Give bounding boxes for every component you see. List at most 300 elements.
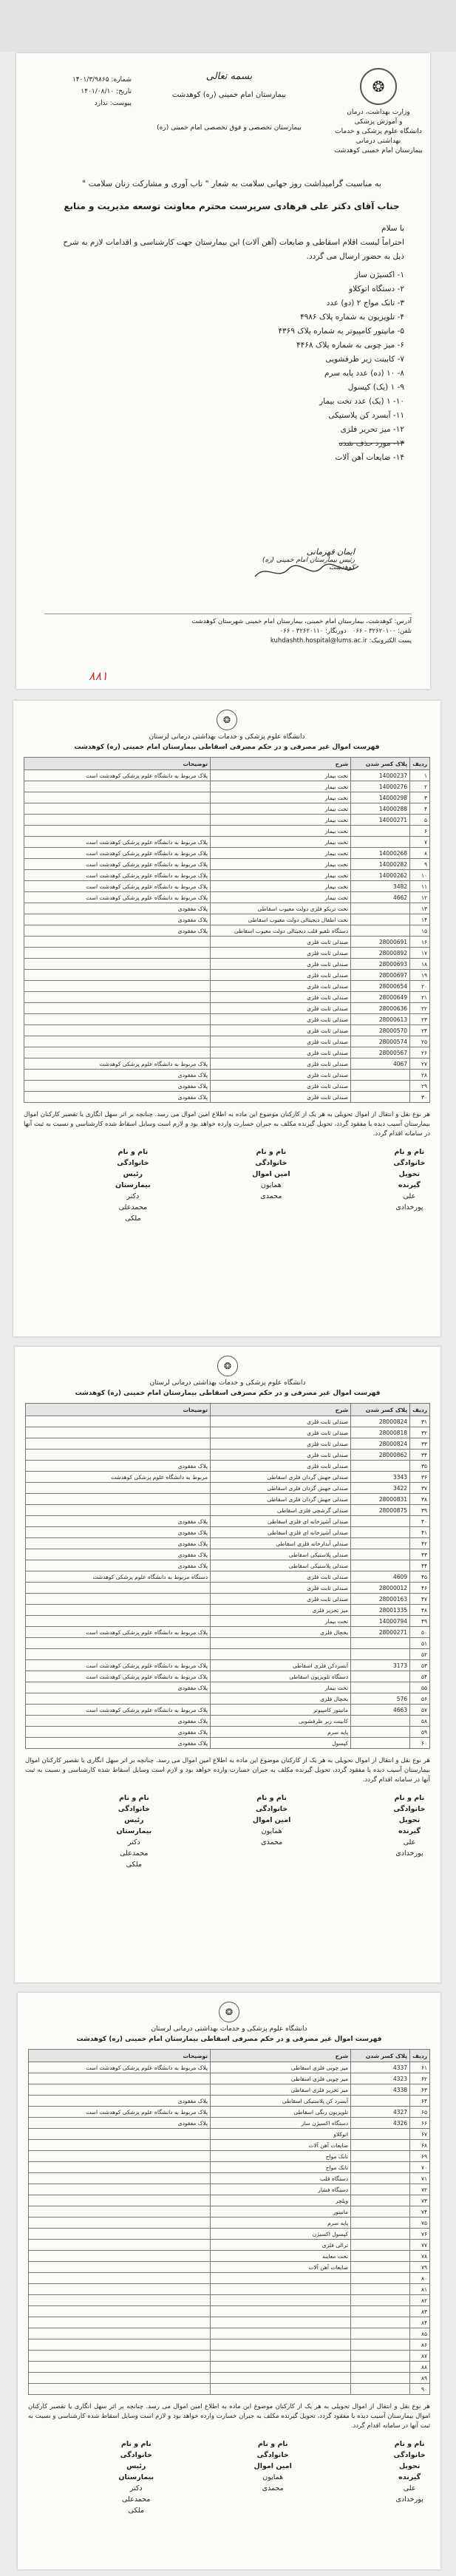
table-row	[26, 1472, 430, 1483]
cell-row: ۳۳	[410, 1438, 430, 1450]
cell-row: ۸۳	[410, 2306, 430, 2317]
cell-row: ۶۱	[410, 2062, 430, 2073]
table-row	[24, 892, 430, 903]
cell-notes: پلاک مفقودی	[26, 1738, 211, 1749]
cell-notes	[26, 1505, 211, 1516]
address: آدرس: کوهدشت، بیمارستان امام خمینی، بیمارستان امام خمینی شهرستان کوهدشت	[191, 618, 412, 625]
cell-notes	[29, 2218, 211, 2229]
cell-desc: مانیتور کامپیوتر	[211, 1705, 351, 1716]
cell-desc: صندلی ثابت فلزی	[211, 1047, 351, 1058]
cell-plate	[351, 2184, 410, 2195]
cell-desc: تخت بیمار	[211, 826, 351, 837]
list-item: ۹- ۱ (یک) کپسول	[347, 383, 404, 392]
cell-plate	[351, 2195, 410, 2206]
cell-desc	[211, 2295, 351, 2306]
cell-desc	[211, 1649, 351, 1660]
list-item: ۱- اکسیژن ساز	[354, 271, 404, 279]
cell-plate: 28000824	[351, 1438, 410, 1450]
cell-notes	[26, 1438, 211, 1450]
cell-notes: پلاک مفقودی	[26, 1716, 211, 1727]
list-item: ۸- ۱۰ (ده) عدد پایه سرم	[324, 369, 404, 378]
cell-notes	[29, 2317, 211, 2328]
org-line-1: وزارت بهداشت، درمان	[347, 109, 410, 116]
table-row	[24, 770, 430, 781]
col-notes: توضیحات	[24, 758, 211, 770]
cell-row: ۱	[410, 770, 430, 781]
cell-row: ۳۱	[410, 1416, 430, 1427]
cell-notes: پلاک مفقودی	[26, 1549, 211, 1560]
list-item: ۱۲- میز تحریر فلزی	[340, 425, 404, 434]
cell-desc: ترالی فلزی	[211, 2240, 351, 2251]
cell-plate	[351, 1070, 410, 1081]
table-row	[29, 2118, 430, 2129]
cell-row: ۸۵	[410, 2328, 430, 2339]
cell-row: ۴	[410, 803, 430, 815]
col-notes: توضیحات	[29, 2050, 211, 2062]
cell-plate: 14000282	[351, 859, 410, 870]
cell-notes: پلاک مفقودی	[26, 1516, 211, 1527]
cell-desc: صندلی آشپزخانه ای فلزی اسقاطی	[211, 1527, 351, 1538]
cell-desc: دستگاه تلفیو قلب دیجیتالی دولت معیوب اسقاطی	[211, 925, 351, 937]
signer-name: ایمان قهرمانی	[306, 547, 355, 557]
cell-notes: پلاک مربوط به دانشگاه علوم پزشکی کوهدشت است	[26, 1660, 211, 1671]
cell-notes	[29, 2306, 211, 2317]
cell-row: ۲۲	[410, 1003, 430, 1014]
cell-plate	[351, 1092, 410, 1103]
asset-table-1	[24, 757, 430, 1103]
cell-row: ۵۲	[410, 1649, 430, 1660]
cell-row: ۲۷	[410, 1058, 430, 1070]
cell-row: ۱۱	[410, 881, 430, 892]
cell-desc: مانیتور	[211, 2206, 351, 2218]
cell-plate	[351, 2384, 410, 2395]
cell-plate: 28000693	[351, 959, 410, 970]
cell-desc: صندلی ثابت فلزی	[211, 1450, 351, 1461]
table-row	[26, 1594, 430, 1605]
cell-plate: 14000268	[351, 848, 410, 859]
cell-desc: دستگاه تلویزیون اسقاطی	[211, 1671, 351, 1682]
table-row	[29, 2240, 430, 2251]
cell-desc: صندلی ثابت فلزی	[211, 1025, 351, 1036]
table-note: هر نوع نقل و انتقال از اموال تحویلی به هر یک از کارکنان موضوع این ماده به اطلاع امین اموال می رسد. چنانچه بر اثر سهل انگاری یا تقصیر کارکنان اموال بیمارستان آسیب دیده یا مفقود گردد، تحویل گیرنده مکلف به جبران خسارت وارده خواهد بود و لازم است وسایل اسقاط شده کارشناسی و نسبت به ثبت آنها در سامانه اقدام گردد.	[25, 1757, 430, 1784]
cell-plate: 3173	[351, 1660, 410, 1671]
cell-notes	[24, 815, 211, 826]
table-row	[24, 1092, 430, 1103]
cell-plate	[351, 2151, 410, 2162]
head-label: نام و نام خانوادگی رئیس بیمارستان	[116, 1794, 152, 1835]
cell-desc: صندلی ثابت فلزی	[211, 1427, 351, 1438]
cell-row: ۳۰	[410, 1092, 430, 1103]
cell-desc: کابینت زیر ظرفشویی	[211, 1716, 351, 1727]
hospital-subtitle: بیمارستان تخصصی و فوق تخصصی امام خمینی (ره)	[157, 124, 302, 132]
cell-plate: 4662	[351, 892, 410, 903]
table-row	[24, 1070, 430, 1081]
cell-plate: 28000574	[351, 1036, 410, 1047]
cell-desc	[211, 2373, 351, 2384]
table-row	[26, 1583, 430, 1594]
cell-notes: پلاک مفقودی	[26, 1538, 211, 1549]
cell-plate	[351, 2096, 410, 2107]
cell-row: ۴۱	[410, 1527, 430, 1538]
cell-notes	[29, 2084, 211, 2096]
head-name: دکتر محمدعلی ملکی	[120, 1838, 149, 1869]
cell-row: ۷۴	[410, 2206, 430, 2218]
cell-desc: کپسول اکسیژن	[211, 2229, 351, 2240]
cell-plate	[351, 2162, 410, 2173]
cell-row: ۴۸	[410, 1605, 430, 1616]
cell-notes	[24, 1036, 211, 1047]
cell-plate	[351, 1738, 410, 1749]
table-title: فهرست اموال غیر مصرفی و در حکم مصرفی اسقاطی بیمارستان امام خمینی (ره) کوهدشت	[76, 2036, 382, 2043]
cell-desc: تخت بیمار	[211, 803, 351, 815]
cell-plate	[351, 2351, 410, 2362]
cell-plate: 576	[351, 1693, 410, 1705]
table-row	[24, 792, 430, 803]
table-row	[24, 903, 430, 914]
list-item: ۳- تانک مواج ۲ (دو) عدد	[326, 299, 404, 307]
cell-notes: پلاک مفقودی	[26, 1727, 211, 1738]
cell-desc: تخت معاینه	[211, 2251, 351, 2262]
receiver-label: نام و نام خانوادگی تحویل گیرنده	[393, 1148, 426, 1189]
table-row	[24, 1058, 430, 1070]
cell-desc: تخت تریکو فلزی دولت معیوب اسقاطی	[211, 903, 351, 914]
list-item: ۱۴- ضایعات آهن آلات	[335, 453, 404, 462]
table-row	[24, 959, 430, 970]
cell-row: ۱۵	[410, 925, 430, 937]
table-row	[29, 2151, 430, 2162]
cell-row: ۷۹	[410, 2262, 430, 2273]
cell-notes	[24, 992, 211, 1003]
cell-desc	[211, 2317, 351, 2328]
cell-row: ۴۰	[410, 1516, 430, 1527]
list-item: ۲- دستگاه اتوکلاو	[349, 285, 404, 293]
attach-label: پیوست:	[109, 100, 132, 107]
cell-row: ۳۴	[410, 1450, 430, 1461]
table-row	[29, 2384, 430, 2395]
cell-row: ۶۹	[410, 2151, 430, 2162]
cell-desc: صندلی ثابت فلزی	[211, 1036, 351, 1047]
table-org: دانشگاه علوم پزشکی و خدمات بهداشتی درمانی لرستان	[151, 2025, 307, 2033]
cell-row: ۷۱	[410, 2173, 430, 2184]
cell-plate: 28000818	[351, 1427, 410, 1438]
table-row	[24, 826, 430, 837]
cell-desc: صندلی ثابت فلزی	[211, 1058, 351, 1070]
asset-table-2	[25, 1403, 430, 1749]
cell-desc	[211, 2273, 351, 2284]
cell-row: ۵۶	[410, 1693, 430, 1705]
cell-notes	[29, 2162, 211, 2173]
cell-notes	[29, 2184, 211, 2195]
cell-desc: آبسرد کن پلاستیکی اسقاطی	[211, 2096, 351, 2107]
cell-notes: پلاک مفقودی	[24, 1092, 211, 1103]
table-row	[24, 981, 430, 992]
cell-notes	[24, 1025, 211, 1036]
cell-plate	[351, 2240, 410, 2251]
cell-notes: پلاک مفقودی	[29, 2096, 211, 2107]
table-row	[26, 1450, 430, 1461]
cell-desc: صندلی ثابت فلزی	[211, 1461, 351, 1472]
table-row	[24, 848, 430, 859]
cell-plate	[351, 1538, 410, 1549]
cell-plate	[351, 1516, 410, 1527]
cell-desc: تخت اطفال دیجیتالی دولت معیوب اسقاطی	[211, 914, 351, 925]
property-label: نام و نام خانوادگی امین اموال	[252, 1794, 291, 1824]
cell-desc: صندلی پلاستیکی اسقاطی	[211, 1549, 351, 1560]
cell-desc: صندلی ثابت فلزی	[211, 1583, 351, 1594]
cell-plate	[351, 1671, 410, 1682]
cell-notes	[29, 2384, 211, 2395]
cell-plate	[351, 2362, 410, 2373]
cell-notes	[29, 2206, 211, 2218]
cell-notes: پلاک مفقودی	[26, 1527, 211, 1538]
letter-body	[59, 222, 404, 465]
table-row	[24, 837, 430, 848]
cell-row: ۸	[410, 848, 430, 859]
org-line-3: دانشگاه علوم پزشکی و خدمات	[335, 128, 422, 135]
cell-desc: تخت بیمار	[211, 859, 351, 870]
cell-notes	[29, 2229, 211, 2240]
head-label: نام و نام خانوادگی رئیس بیمارستان	[115, 1148, 151, 1189]
cell-notes: پلاک مربوط به دانشگاه علوم پزشکی کوهدشت است	[29, 2107, 211, 2118]
table-row	[26, 1461, 430, 1472]
cell-plate: 14000276	[351, 781, 410, 792]
cell-notes: پلاک مربوط به دانشگاه علوم پزشکی کوهدشت است	[24, 848, 211, 859]
receiver-name: علی پورخدادی	[395, 2484, 423, 2504]
cell-row: ۱۸	[410, 959, 430, 970]
cell-row: ۷۲	[410, 2184, 430, 2195]
cell-notes	[29, 2195, 211, 2206]
table-row	[29, 2206, 430, 2218]
cell-desc: تخت بیمار	[211, 837, 351, 848]
cell-desc	[211, 1638, 351, 1649]
table-row	[24, 803, 430, 815]
table-row	[26, 1494, 430, 1505]
cell-row: ۱۴	[410, 914, 430, 925]
date-label: تاریخ:	[116, 88, 132, 95]
cell-notes	[26, 1616, 211, 1627]
cell-row: ۱۳	[410, 903, 430, 914]
cell-notes: پلاک مربوط به دانشگاه علوم پزشکی کوهدشت است	[24, 770, 211, 781]
cell-desc: تانک مواج	[211, 2151, 351, 2162]
cell-row: ۸۴	[410, 2317, 430, 2328]
cell-plate	[351, 914, 410, 925]
cell-row: ۴۶	[410, 1583, 430, 1594]
cell-desc: ضایعات آهن آلات	[211, 2262, 351, 2273]
hospital-name: بیمارستان امام خمینی (ره) کوهدشت	[171, 91, 287, 99]
table-row	[24, 1047, 430, 1058]
org-line-4: بهداشتی درمانی	[355, 137, 401, 145]
cell-plate	[351, 903, 410, 914]
col-plate: پلاک کسر شدن	[351, 1404, 410, 1416]
property-label: نام و نام خانوادگی امین اموال	[253, 2440, 292, 2470]
item-list	[59, 268, 404, 465]
cell-row: ۷	[410, 837, 430, 848]
signature-scribble	[251, 562, 362, 582]
intro-paragraph: احتراماً لیست اقلام اسقاطی و ضایعات (آهن آلات) این بیمارستان جهت کارشناسی و اقدامات لازم به شرح ذیل به حضور ارسال می گردد.	[63, 238, 404, 261]
cell-notes	[24, 970, 211, 981]
cell-notes	[26, 1638, 211, 1649]
cell-desc: تخت بیمار	[211, 848, 351, 859]
cell-desc: صندلی گرشچی فلزی اسقاطی	[211, 1505, 351, 1516]
cell-notes	[29, 2129, 211, 2140]
cell-plate	[351, 2295, 410, 2306]
cell-plate	[351, 1560, 410, 1571]
list-item: ۱۱- آبسرد کن پلاستیکی	[328, 411, 404, 420]
table-row	[24, 881, 430, 892]
date-value: ۱۴۰۱/۰۸/۱۰	[81, 88, 115, 95]
cell-plate: 28000636	[351, 1003, 410, 1014]
signature-row	[28, 2439, 430, 2516]
table-row	[29, 2284, 430, 2295]
cell-desc: تخت بیمار	[211, 781, 351, 792]
head-label: نام و نام خانوادگی رئیس بیمارستان	[118, 2440, 154, 2481]
cell-plate: 28000567	[351, 1047, 410, 1058]
cell-notes: پلاک مفقودی	[24, 914, 211, 925]
table-row	[26, 1716, 430, 1727]
cell-notes: مربوط به دانشگاه علوم پزشکی کوهدشت	[26, 1472, 211, 1483]
cell-notes: پلاک مفقودی	[29, 2118, 211, 2129]
cell-plate	[351, 2273, 410, 2284]
table-row	[26, 1538, 430, 1549]
cell-notes	[29, 2240, 211, 2251]
table-row	[29, 2295, 430, 2306]
table-row	[26, 1527, 430, 1538]
table-row	[29, 2173, 430, 2184]
cell-plate	[351, 2328, 410, 2339]
cell-plate	[351, 2229, 410, 2240]
cell-desc: صندلی ثابت فلزی	[211, 1081, 351, 1092]
table-row	[24, 781, 430, 792]
cell-desc	[211, 2339, 351, 2351]
university-emblem-icon: ❂	[217, 710, 237, 730]
cell-desc: صندلی جهش گردان فلزی اسقاطی	[211, 1472, 351, 1483]
table-row	[29, 2096, 430, 2107]
table-row	[26, 1416, 430, 1427]
cell-row: ۲۳	[410, 1014, 430, 1025]
cell-plate: 4338	[351, 2084, 410, 2096]
cell-row: ۴۵	[410, 1571, 430, 1583]
cell-plate: 28000649	[351, 992, 410, 1003]
cell-desc: یخچال فلزی	[211, 1627, 351, 1638]
table-org: دانشگاه علوم پزشکی و خدمات بهداشتی درمانی لرستان	[149, 1379, 306, 1387]
top-scan-strip	[0, 0, 456, 52]
cell-row: ۵۸	[410, 1716, 430, 1727]
cell-row: ۸۱	[410, 2284, 430, 2295]
table-row	[26, 1660, 430, 1671]
cell-plate: 4323	[351, 2073, 410, 2084]
cell-row: ۳	[410, 792, 430, 803]
cell-desc: صندلی ثابت فلزی	[211, 1438, 351, 1450]
cell-plate: 28000613	[351, 1014, 410, 1025]
cell-plate	[351, 1461, 410, 1472]
cell-row: ۲۸	[410, 1070, 430, 1081]
cell-desc: پایه سرم	[211, 1727, 351, 1738]
cell-row: ۵۳	[410, 1660, 430, 1671]
cell-notes	[26, 1450, 211, 1461]
cell-desc: یخچال فلزی	[211, 1693, 351, 1705]
cell-plate	[351, 2218, 410, 2229]
cell-notes	[24, 792, 211, 803]
ref-number-label: شماره:	[111, 76, 132, 84]
cell-desc: کپسول	[211, 1738, 351, 1749]
cell-row: ۳۶	[410, 1472, 430, 1483]
cell-desc: صندلی ثابت فلزی	[211, 959, 351, 970]
table-row	[26, 1560, 430, 1571]
cell-desc: اتوکلاو	[211, 2129, 351, 2140]
table-row	[26, 1571, 430, 1583]
cell-plate: 4326	[351, 2118, 410, 2129]
cell-plate: 14000298	[351, 792, 410, 803]
table-header	[25, 1356, 430, 1399]
table-row	[29, 2339, 430, 2351]
table-row	[29, 2062, 430, 2073]
cell-desc: صندلی ثابت فلزی	[211, 981, 351, 992]
cell-desc: صندلی جهش گردان فلزی اسقاطی	[211, 1483, 351, 1494]
cell-plate: 28000012	[351, 1583, 410, 1594]
table-row	[26, 1671, 430, 1682]
cell-row: ۷۸	[410, 2251, 430, 2262]
table-row	[26, 1605, 430, 1616]
cell-desc	[211, 2351, 351, 2362]
cell-notes: پلاک مفقودی	[24, 925, 211, 937]
cell-notes: پلاک مفقودی	[24, 1081, 211, 1092]
cell-row: ۹۰	[410, 2384, 430, 2395]
cell-desc: صندلی آشپزخانه ای فلزی اسقاطی	[211, 1516, 351, 1527]
table-note: هر نوع نقل و انتقال از اموال تحویلی به هر یک از کارکنان موضوع این ماده به اطلاع امین اموال می رسد. چنانچه بر اثر سهل انگاری یا تقصیر کارکنان اموال بیمارستان آسیب دیده یا مفقود گردد، تحویل گیرنده مکلف به جبران خسارت وارده خواهد بود و لازم است وسایل اسقاط شده کارشناسی و نسبت به ثبت آنها در سامانه اقدام گردد.	[24, 1111, 430, 1138]
col-desc: شرح	[211, 758, 351, 770]
cell-notes: پلاک مفقودی	[26, 1461, 211, 1472]
table-row	[26, 1638, 430, 1649]
cell-plate	[351, 1649, 410, 1660]
cell-row: ۲۹	[410, 1081, 430, 1092]
cell-row: ۶	[410, 826, 430, 837]
cell-plate	[351, 1716, 410, 1727]
cell-notes	[24, 826, 211, 837]
cell-notes: پلاک مفقودی	[26, 1682, 211, 1693]
cell-desc: دستگاه قلب	[211, 2173, 351, 2184]
cell-notes	[29, 2140, 211, 2151]
col-row: ردیف	[410, 758, 430, 770]
cell-notes: پلاک مربوط به دانشگاه علوم پزشکی کوهدشت است	[24, 870, 211, 881]
cell-plate: 4067	[351, 1058, 410, 1070]
cell-row: ۷۶	[410, 2229, 430, 2240]
email: پست الکترونیک: kuhdashth.hospital@lums.ac.ir	[270, 637, 412, 645]
col-row: ردیف	[410, 2050, 430, 2062]
cell-plate	[351, 2373, 410, 2384]
cell-notes	[26, 1483, 211, 1494]
cell-plate	[351, 925, 410, 937]
table-row	[26, 1649, 430, 1660]
table-title: فهرست اموال غیر مصرفی و در حکم مصرفی اسقاطی بیمارستان امام خمینی (ره) کوهدشت	[74, 744, 380, 751]
col-plate: پلاک کسر شدن	[351, 2050, 410, 2062]
cell-desc: صندلی ثابت فلزی	[211, 992, 351, 1003]
cell-row: ۵۵	[410, 1682, 430, 1693]
cell-plate	[351, 837, 410, 848]
cell-plate	[351, 1081, 410, 1092]
table-row	[24, 1036, 430, 1047]
cell-row: ۸۰	[410, 2273, 430, 2284]
cell-notes	[29, 2251, 211, 2262]
cell-notes	[29, 2284, 211, 2295]
cell-notes	[29, 2151, 211, 2162]
phone: تلفن: ۳۲۶۲۰۱۰۰ - ۰۶۶	[352, 628, 412, 635]
table-row	[26, 1616, 430, 1627]
table-row	[29, 2351, 430, 2362]
cell-plate	[351, 1527, 410, 1538]
cell-notes	[29, 2328, 211, 2339]
table-row	[26, 1516, 430, 1527]
cell-notes	[24, 781, 211, 792]
